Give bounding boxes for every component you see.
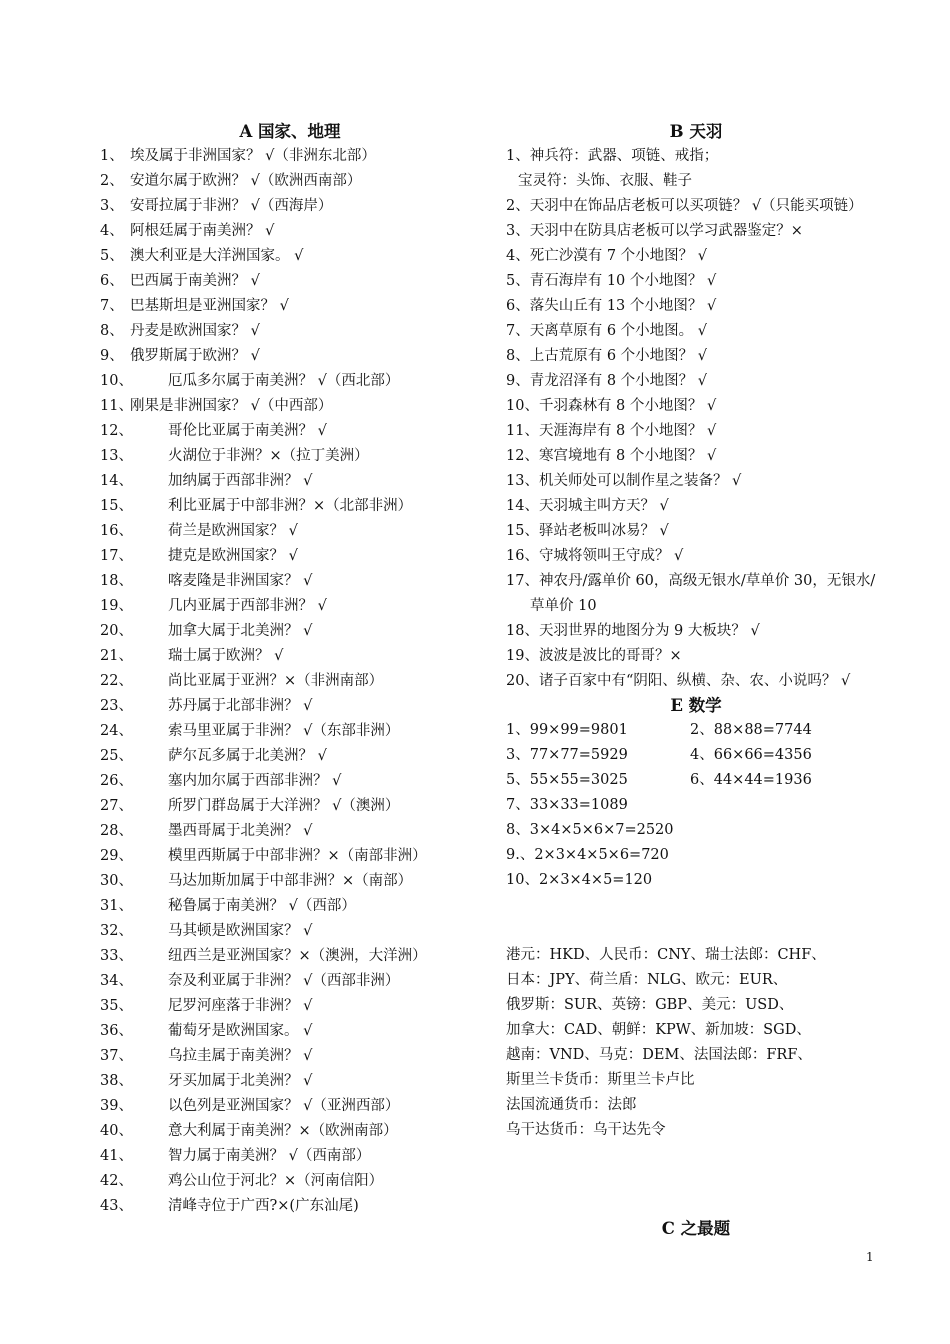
item-text: 厄瓜多尔属于南美洲？ √（西北部） (168, 373, 400, 389)
math-item: 9.、2×3×4×5×6=720 (506, 847, 669, 863)
item-number: 33、 (100, 948, 133, 964)
list-item (100, 719, 480, 744)
item-text: 火湖位于非洲？×（拉丁美洲） (168, 448, 369, 464)
section-e-pairs (506, 718, 886, 793)
list-item (100, 194, 480, 219)
list-item (100, 944, 480, 969)
list-item (100, 444, 480, 469)
section-b-title: B 天羽 (669, 122, 723, 141)
section-a (100, 120, 480, 1219)
list-item (100, 744, 480, 769)
item-number: 1、 (100, 148, 124, 164)
list-item (100, 669, 480, 694)
section-a-title: A 国家、地理 (239, 122, 341, 141)
item-text: 鸡公山位于河北？×（河南信阳） (168, 1173, 384, 1189)
item-text: 喀麦隆是非洲国家？ √ (168, 573, 313, 589)
item-number: 11、 (100, 398, 133, 414)
item-text: 澳大利亚是大洋洲国家。 √ (130, 248, 304, 264)
list-item: 20、诸子百家中有“阴阳、纵横、杂、农、小说吗？ √ (506, 673, 851, 689)
item-text: 阿根廷属于南美洲？ √ (130, 223, 275, 239)
item-text: 安道尔属于欧洲？ √（欧洲西南部） (130, 173, 362, 189)
list-item: 13、机关师处可以制作星之装备？ √ (506, 473, 742, 489)
item-text: 模里西斯属于中部非洲？×（南部非洲） (168, 848, 427, 864)
list-item (100, 994, 480, 1019)
item-number: 4、 (100, 223, 124, 239)
list-item (100, 1144, 480, 1169)
item-text: 塞内加尔属于西部非洲？ √ (168, 773, 342, 789)
list-item (100, 1019, 480, 1044)
list-item: 3、天羽中在防具店老板可以学习武器鉴定？× (506, 223, 803, 239)
item-text: 安哥拉属于非洲？ √（西海岸） (130, 198, 333, 214)
item-text: 几内亚属于西部非洲？ √ (168, 598, 327, 614)
math-row (506, 743, 886, 768)
item-number: 25、 (100, 748, 133, 764)
item-number: 9、 (100, 348, 124, 364)
item-text: 牙买加属于北美洲？ √ (168, 1073, 313, 1089)
item-text: 巴基斯坦是亚洲国家？ √ (130, 298, 289, 314)
list-item: 15、驿站老板叫冰易？ √ (506, 523, 669, 539)
item-text: 清峰寺位于广西?×(广东汕尾) (168, 1198, 359, 1214)
item-text: 刚果是非洲国家？ √（中西部） (130, 398, 333, 414)
math-item: 8、3×4×5×6×7=2520 (506, 822, 674, 838)
list-item: 18、天羽世界的地图分为 9 大板块？ √ (506, 623, 760, 639)
item-text: 荷兰是欧洲国家？ √ (168, 523, 298, 539)
list-item: 8、上古荒原有 6 个小地图？ √ (506, 348, 708, 364)
list-item (100, 1194, 480, 1219)
item-number: 16、 (100, 523, 133, 539)
item-number: 28、 (100, 823, 133, 839)
list-item (100, 169, 480, 194)
item-number: 5、 (100, 248, 124, 264)
math-item: 7、33×33=1089 (506, 797, 628, 813)
item-text: 马达加斯加属于中部非洲？×（南部） (168, 873, 413, 889)
list-item (100, 769, 480, 794)
list-item (100, 344, 480, 369)
list-item (100, 519, 480, 544)
currency-line: 加拿大：CAD、朝鲜：KPW、新加坡：SGD、 (506, 1022, 811, 1038)
list-item: 2、天羽中在饰品店老板可以买项链？ √（只能买项链） (506, 198, 863, 214)
item-text: 萨尔瓦多属于北美洲？ √ (168, 748, 327, 764)
list-item (100, 369, 480, 394)
item-number: 10、 (100, 373, 133, 389)
list-item (100, 244, 480, 269)
item-text: 苏丹属于北部非洲？ √ (168, 698, 313, 714)
section-e-title: E 数学 (670, 696, 722, 715)
item-number: 7、 (100, 298, 124, 314)
currency-line: 乌干达货币：乌干达先令 (506, 1122, 666, 1138)
list-item (100, 1119, 480, 1144)
list-item: 14、天羽城主叫方天？ √ (506, 498, 669, 514)
list-item: 19、波波是波比的哥哥？× (506, 648, 682, 664)
list-item (100, 919, 480, 944)
item-text: 葡萄牙是欧洲国家。 √ (168, 1023, 313, 1039)
item-number: 15、 (100, 498, 133, 514)
math-row (506, 768, 886, 793)
item-number: 39、 (100, 1098, 133, 1114)
item-text: 所罗门群岛属于大洋洲？ √（澳洲） (168, 798, 400, 814)
list-item: 17、神农丹/露单价 60，高级无银水/草单价 30，无银水/草单价 10 (506, 573, 876, 614)
list-item (100, 644, 480, 669)
section-b (506, 120, 886, 1143)
item-number: 14、 (100, 473, 133, 489)
currency-line: 法国流通货币：法郎 (506, 1097, 637, 1113)
list-item (100, 144, 480, 169)
currency-list (506, 943, 886, 1143)
item-number: 3、 (100, 198, 124, 214)
item-number: 38、 (100, 1073, 133, 1089)
item-number: 18、 (100, 573, 133, 589)
list-item (100, 594, 480, 619)
list-item (100, 619, 480, 644)
list-item: 1、神兵符：武器、项链、戒指； (506, 148, 719, 164)
math-item: 1、99×99=9801 (506, 722, 628, 738)
item-text: 乌拉圭属于南美洲？ √ (168, 1048, 313, 1064)
math-item: 2、88×88=7744 (690, 722, 812, 738)
item-number: 22、 (100, 673, 133, 689)
item-number: 31、 (100, 898, 133, 914)
item-number: 23、 (100, 698, 133, 714)
math-item: 3、77×77=5929 (506, 747, 628, 763)
list-item (100, 1069, 480, 1094)
item-number: 26、 (100, 773, 133, 789)
item-text: 瑞士属于欧洲？ √ (168, 648, 284, 664)
list-item (100, 969, 480, 994)
item-text: 墨西哥属于北美洲？ √ (168, 823, 313, 839)
list-item (100, 269, 480, 294)
item-text: 意大利属于南美洲？×（欧洲南部） (168, 1123, 398, 1139)
item-text: 俄罗斯属于欧洲？ √ (130, 348, 260, 364)
list-item: 16、守城将领叫王守成？ √ (506, 548, 684, 564)
section-e-singles (506, 793, 886, 893)
list-item (100, 544, 480, 569)
math-row (506, 718, 886, 743)
currency-line: 俄罗斯：SUR、英镑：GBP、美元：USD、 (506, 997, 794, 1013)
item-number: 19、 (100, 598, 133, 614)
item-text: 利比亚属于中部非洲？×（北部非洲） (168, 498, 413, 514)
item-text: 智力属于南美洲？ √（西南部） (168, 1148, 371, 1164)
item-number: 34、 (100, 973, 133, 989)
section-a-list (100, 144, 480, 1219)
item-number: 41、 (100, 1148, 133, 1164)
item-text: 纽西兰是亚洲国家？×（澳洲，大洋洲） (168, 948, 427, 964)
item-text: 捷克是欧洲国家？ √ (168, 548, 298, 564)
item-text: 埃及属于非洲国家？ √（非洲东北部） (130, 148, 376, 164)
math-item: 10、2×3×4×5=120 (506, 872, 653, 888)
list-item (100, 569, 480, 594)
list-item (100, 219, 480, 244)
item-number: 32、 (100, 923, 133, 939)
list-item (100, 694, 480, 719)
item-number: 30、 (100, 873, 133, 889)
item-number: 12、 (100, 423, 133, 439)
math-item: 4、66×66=4356 (690, 747, 812, 763)
math-item: 5、55×55=3025 (506, 772, 628, 788)
item-text: 以色列是亚洲国家？ √（亚洲西部） (168, 1098, 400, 1114)
list-item (100, 419, 480, 444)
item-text: 加拿大属于北美洲？ √ (168, 623, 313, 639)
list-item: 5、青石海岸有 10 个小地图？ √ (506, 273, 717, 289)
item-number: 36、 (100, 1023, 133, 1039)
currency-line: 越南：VND、马克：DEM、法国法郎：FRF、 (506, 1047, 812, 1063)
item-text: 马其顿是欧洲国家？ √ (168, 923, 313, 939)
list-item: 宝灵符：头饰、衣服、鞋子 (518, 173, 692, 189)
item-number: 35、 (100, 998, 133, 1014)
currency-line: 港元：HKD、人民币：CNY、瑞士法郎：CHF、 (506, 947, 826, 963)
item-text: 哥伦比亚属于南美洲？ √ (168, 423, 327, 439)
section-b-list (506, 219, 886, 569)
item-text: 索马里亚属于非洲？ √（东部非洲） (168, 723, 400, 739)
page-number: 1 (866, 1250, 874, 1264)
list-item (100, 494, 480, 519)
currency-line: 日本：JPY、荷兰盾：NLG、欧元：EUR、 (506, 972, 788, 988)
item-number: 29、 (100, 848, 133, 864)
item-number: 24、 (100, 723, 133, 739)
item-number: 17、 (100, 548, 133, 564)
list-item: 4、死亡沙漠有 7 个小地图？ √ (506, 248, 708, 264)
section-b-list-tail (506, 619, 886, 694)
item-text: 丹麦是欧洲国家？ √ (130, 323, 260, 339)
item-text: 加纳属于西部非洲？ √ (168, 473, 313, 489)
list-item: 6、落失山丘有 13 个小地图？ √ (506, 298, 717, 314)
item-text: 巴西属于南美洲？ √ (130, 273, 260, 289)
item-number: 8、 (100, 323, 124, 339)
item-text: 尼罗河座落于非洲？ √ (168, 998, 313, 1014)
list-item: 11、天涯海岸有 8 个小地图？ √ (506, 423, 717, 439)
item-number: 27、 (100, 798, 133, 814)
list-item (100, 894, 480, 919)
list-item (100, 394, 480, 419)
list-item (100, 1094, 480, 1119)
item-number: 21、 (100, 648, 133, 664)
item-number: 2、 (100, 173, 124, 189)
item-number: 42、 (100, 1173, 133, 1189)
list-item (100, 844, 480, 869)
item-text: 秘鲁属于南美洲？ √（西部） (168, 898, 356, 914)
list-item (100, 819, 480, 844)
item-number: 43、 (100, 1198, 133, 1214)
list-item (100, 1169, 480, 1194)
item-number: 13、 (100, 448, 133, 464)
math-item: 6、44×44=1936 (690, 772, 812, 788)
list-item (100, 794, 480, 819)
list-item: 10、千羽森林有 8 个小地图？ √ (506, 398, 717, 414)
item-number: 20、 (100, 623, 133, 639)
list-item: 7、天离草原有 6 个小地图。 √ (506, 323, 708, 339)
currency-line: 斯里兰卡货币：斯里兰卡卢比 (506, 1072, 695, 1088)
list-item (100, 1044, 480, 1069)
list-item (100, 294, 480, 319)
item-text: 尚比亚属于亚洲？×（非洲南部） (168, 673, 384, 689)
item-number: 6、 (100, 273, 124, 289)
list-item: 12、寒宫境地有 8 个小地图？ √ (506, 448, 717, 464)
item-text: 奈及利亚属于非洲？ √（西部非洲） (168, 973, 400, 989)
list-item (100, 319, 480, 344)
list-item: 9、青龙沼泽有 8 个小地图？ √ (506, 373, 708, 389)
item-number: 37、 (100, 1048, 133, 1064)
list-item (100, 469, 480, 494)
item-number: 40、 (100, 1123, 133, 1139)
list-item (100, 869, 480, 894)
section-c-title: C 之最题 (661, 1219, 731, 1238)
